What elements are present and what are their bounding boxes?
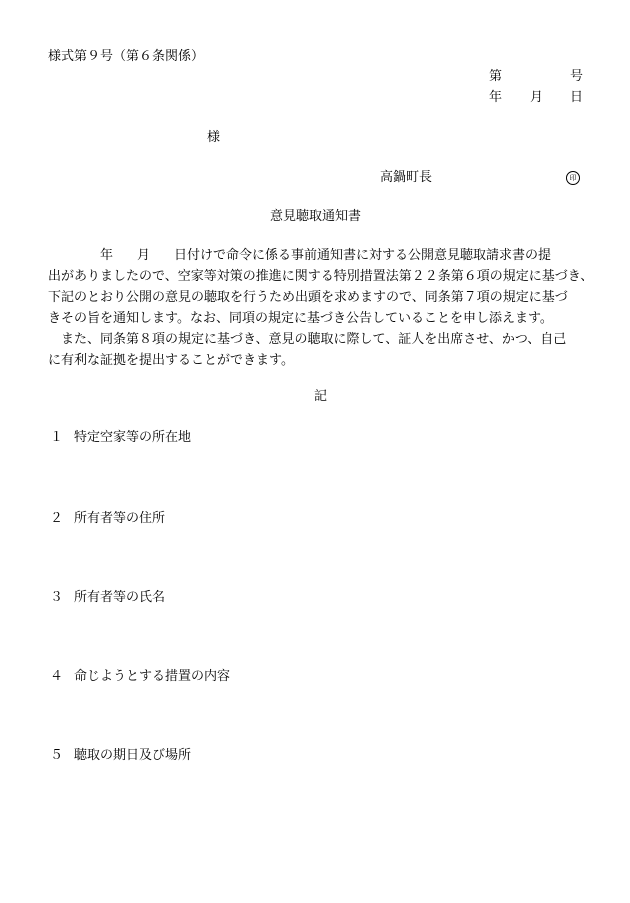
item-number: ４ <box>50 669 64 684</box>
list-item <box>50 512 165 525</box>
blank-month: 月 <box>137 248 151 263</box>
body-line: また、同条第８項の規定に基づき、意見の聴取に際して、証人を出席させ、かつ、自己 <box>61 332 567 347</box>
date-year: 年 <box>489 90 503 105</box>
body-text <box>48 245 593 371</box>
sender-name: 高鍋町長 <box>380 170 433 185</box>
date-day: 日 <box>570 90 584 105</box>
item-number: ５ <box>50 748 64 763</box>
body-line <box>48 245 593 266</box>
body-line: 下記のとおり公開の意見の聴取を行うため出頭を求めますので、同条第７項の規定に基づ <box>48 290 568 305</box>
addressee-honorific: 様 <box>207 130 221 145</box>
item-number: ２ <box>50 511 64 526</box>
doc-number-prefix: 第 <box>489 69 503 84</box>
document-title: 意見聴取通知書 <box>270 209 362 224</box>
item-number: １ <box>50 430 64 445</box>
list-item <box>50 670 230 683</box>
body-line: に有利な証拠を提出することができます。 <box>48 353 294 368</box>
item-label: 命じようとする措置の内容 <box>74 669 231 684</box>
item-label: 聴取の期日及び場所 <box>74 748 192 763</box>
item-label: 所有者等の住所 <box>74 511 166 526</box>
list-item <box>50 431 191 444</box>
item-label: 所有者等の氏名 <box>74 590 166 605</box>
list-item <box>50 591 165 604</box>
body-line: きその旨を通知します。なお、同項の規定に基づき公告していることを申し添えます。 <box>48 311 553 326</box>
list-item <box>50 749 191 762</box>
ki-marker: 記 <box>314 389 328 404</box>
seal-mark: 印 <box>566 171 580 185</box>
item-label: 特定空家等の所在地 <box>74 430 192 445</box>
blank-year: 年 <box>100 248 114 263</box>
body-line-1-text: 日付けで命令に係る事前通知書に対する公開意見聴取請求書の提 <box>174 248 552 263</box>
item-number: ３ <box>50 590 64 605</box>
form-number: 様式第９号（第６条関係） <box>48 49 205 64</box>
date-month: 月 <box>530 90 544 105</box>
body-line: 出がありましたので、空家等対策の推進に関する特別措置法第２２条第６項の規定に基づき、 <box>48 269 594 284</box>
doc-number-suffix: 号 <box>570 69 584 84</box>
